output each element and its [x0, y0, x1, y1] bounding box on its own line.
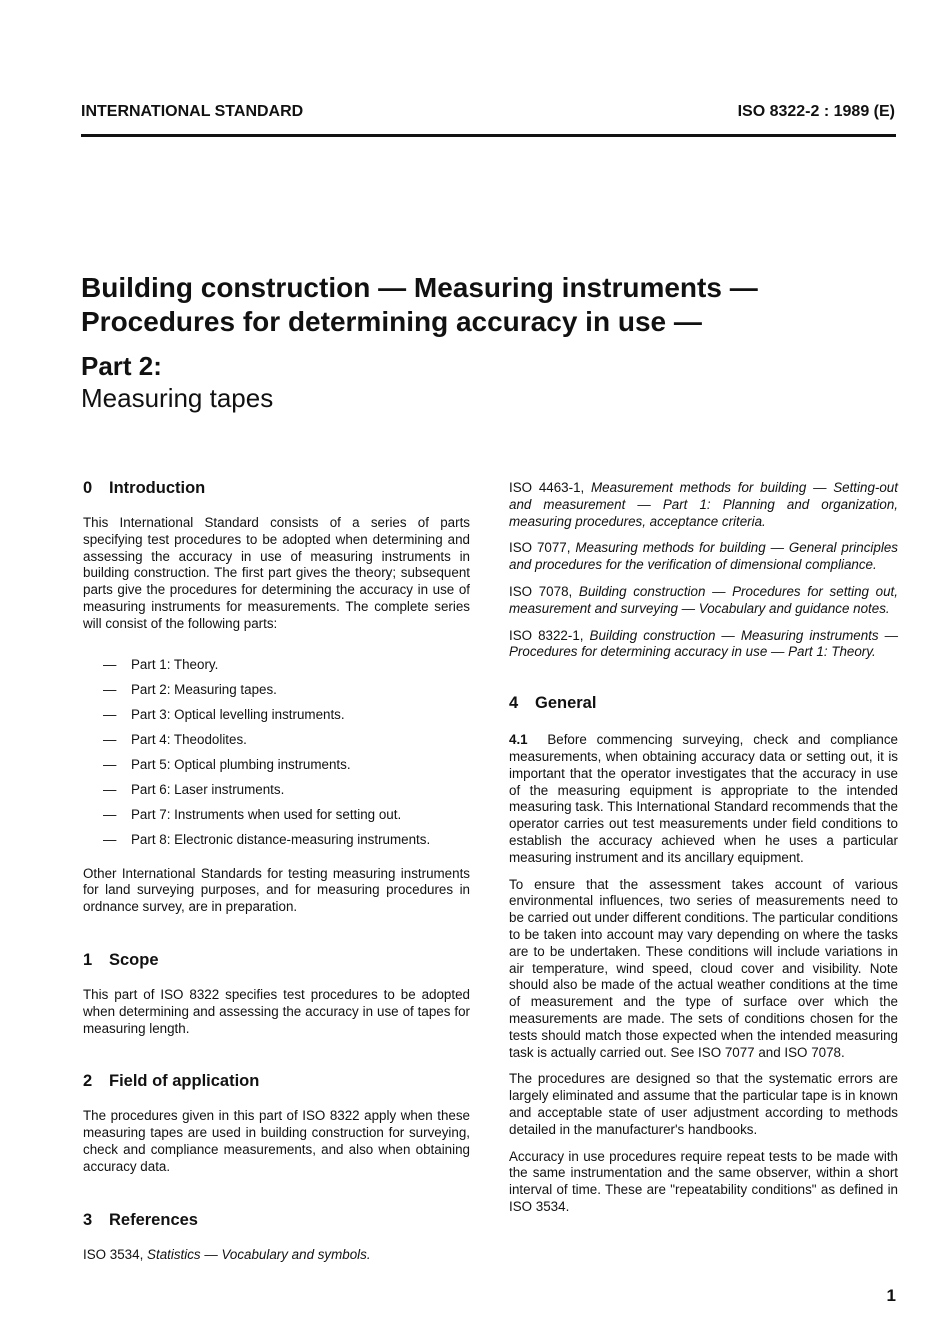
- reference-title: Measurement methods for building — Setting-out and measurement — Part 1: Planning and organization, measuring procedures, acceptance criteria.: [509, 480, 898, 529]
- introduction-closing-paragraph: Other International Standards for testing measuring instruments for land surveying purposes, and for measuring procedures in ordnance survey, are in preparation.: [83, 865, 470, 915]
- list-item: — Part 4: Theodolites.: [103, 731, 247, 747]
- section-number: 1: [83, 950, 93, 969]
- header-right: ISO 8322-2 : 1989 (E): [737, 103, 895, 120]
- introduction-heading: [83, 478, 470, 498]
- title-line-1: Building construction — Measuring instruments —: [81, 272, 758, 303]
- reference-item: [509, 584, 898, 618]
- dash: —: [103, 831, 117, 847]
- reference-code: ISO 4463-1,: [509, 480, 585, 495]
- reference-item: [509, 628, 898, 662]
- section-title: General: [535, 694, 597, 713]
- part-label: Part 2:: [81, 351, 162, 381]
- page-number: 1: [886, 1286, 896, 1305]
- dash: —: [103, 706, 117, 722]
- list-item: — Part 5: Optical plumbing instruments.: [103, 756, 351, 772]
- dash: —: [103, 806, 117, 822]
- reference-code: ISO 3534,: [83, 1246, 144, 1262]
- dash: —: [103, 656, 117, 672]
- reference-title: Measuring methods for building — General principles and procedures for the verification of dimensional compliance.: [509, 540, 898, 573]
- dash: —: [103, 756, 117, 772]
- section-title: Introduction: [109, 479, 206, 497]
- field-paragraph: The procedures given in this part of ISO 8322 apply when these measuring tapes are used in building construction for surveying, check and compliance measurements, and also when obtaining accuracy data.: [83, 1108, 470, 1174]
- list-item: — Part 7: Instruments when used for setting out.: [103, 806, 402, 822]
- scope-heading: [83, 950, 470, 970]
- general-heading: [509, 693, 898, 713]
- reference-item: [83, 1247, 470, 1264]
- general-paragraph-2: To ensure that the assessment takes account of various environmental influences, two series of measurements need to be carried out under different conditions. The particular conditions to be taken into account may vary depending on where the tasks are to be undertaken. These conditions will include variations in air temperature, wind speed, cloud cover and visibility. Note should also be made of the actual weather conditions at the time of measurement and the type of surface over which the measurements are made. The sets of conditions chosen for the tests should match those expected when the intended measuring task is actually carried out. See ISO 7077 and ISO 7078.: [509, 876, 898, 1060]
- reference-title: Statistics — Vocabulary and symbols.: [147, 1246, 371, 1262]
- section-number: 2: [83, 1072, 93, 1091]
- reference-title: Building construction — Procedures for setting out, measurement and surveying — Vocabulary and guidance notes.: [509, 583, 898, 616]
- section-number: 0: [83, 479, 93, 497]
- list-item: — Part 6: Laser instruments.: [103, 781, 285, 797]
- general-paragraph-4: Accuracy in use procedures require repeat tests to be made with the same instrumentation and the same observer, within a short interval of time. These are "repeatability conditions" as defined in ISO 3534.: [509, 1148, 898, 1214]
- section-title: References: [109, 1210, 198, 1229]
- clause-number: 4.1: [509, 732, 528, 748]
- left-column: [83, 470, 470, 1263]
- list-item: — Part 1: Theory.: [103, 656, 219, 672]
- dash: —: [103, 681, 117, 697]
- field-heading: [83, 1071, 470, 1091]
- reference-code: ISO 7077,: [509, 540, 571, 556]
- title-line-2: Procedures for determining accuracy in use —: [81, 306, 702, 337]
- reference-code: ISO 8322-1,: [509, 627, 584, 643]
- header-rule: [81, 134, 896, 137]
- section-number: 3: [83, 1210, 93, 1229]
- dash: —: [103, 731, 117, 747]
- section-title: Field of application: [109, 1072, 260, 1091]
- introduction-paragraph: This International Standard consists of a series of parts specifying test procedures to be adopted when determining and assessing the accuracy in use of measuring instruments in building construction. The first part gives the theory; subsequent parts give the procedures for determining the accuracy in use of measuring instruments for measurements. The complete series will consist of the following parts:: [83, 515, 470, 631]
- reference-item: [509, 540, 898, 574]
- reference-title: Building construction — Measuring instruments — Procedures for determining accuracy in use — Part 1: Theory.: [509, 627, 898, 660]
- general-paragraph-1: 4.1 Before commencing surveying, check and compliance measurements, when obtaining accuracy data or setting out, it is important that the operator investigates that the accuracy in use of the measuring equipment is appropriate to the intended measuring task. This International Standard recommends that the operator carries out test measurements under field conditions to establish the accuracy achieved when he uses a particular measuring instrument and its ancillary equipment.: [509, 732, 898, 865]
- document-title: [81, 271, 901, 339]
- section-number: 4: [509, 694, 519, 713]
- dash: —: [103, 781, 117, 797]
- section-title: Scope: [109, 950, 159, 969]
- part-name: Measuring tapes: [81, 383, 274, 413]
- list-item: — Part 3: Optical levelling instruments.: [103, 706, 345, 722]
- general-paragraph-3: The procedures are designed so that the systematic errors are largely eliminated and assume that the particular tape is in known and acceptable state of user adjustment according to methods detailed in the manufacturer's handbooks.: [509, 1071, 898, 1137]
- list-item: — Part 8: Electronic distance-measuring instruments.: [103, 831, 431, 847]
- reference-code: ISO 7078,: [509, 583, 573, 599]
- right-column: [509, 470, 898, 1216]
- parts-list: [83, 657, 470, 857]
- references-heading: [83, 1210, 470, 1230]
- header-left: INTERNATIONAL STANDARD: [81, 103, 304, 120]
- list-item: — Part 2: Measuring tapes.: [103, 681, 277, 697]
- reference-item: [509, 480, 898, 530]
- scope-paragraph: This part of ISO 8322 specifies test procedures to be adopted when determining and assessing the accuracy in use of tapes for measuring length.: [83, 986, 470, 1036]
